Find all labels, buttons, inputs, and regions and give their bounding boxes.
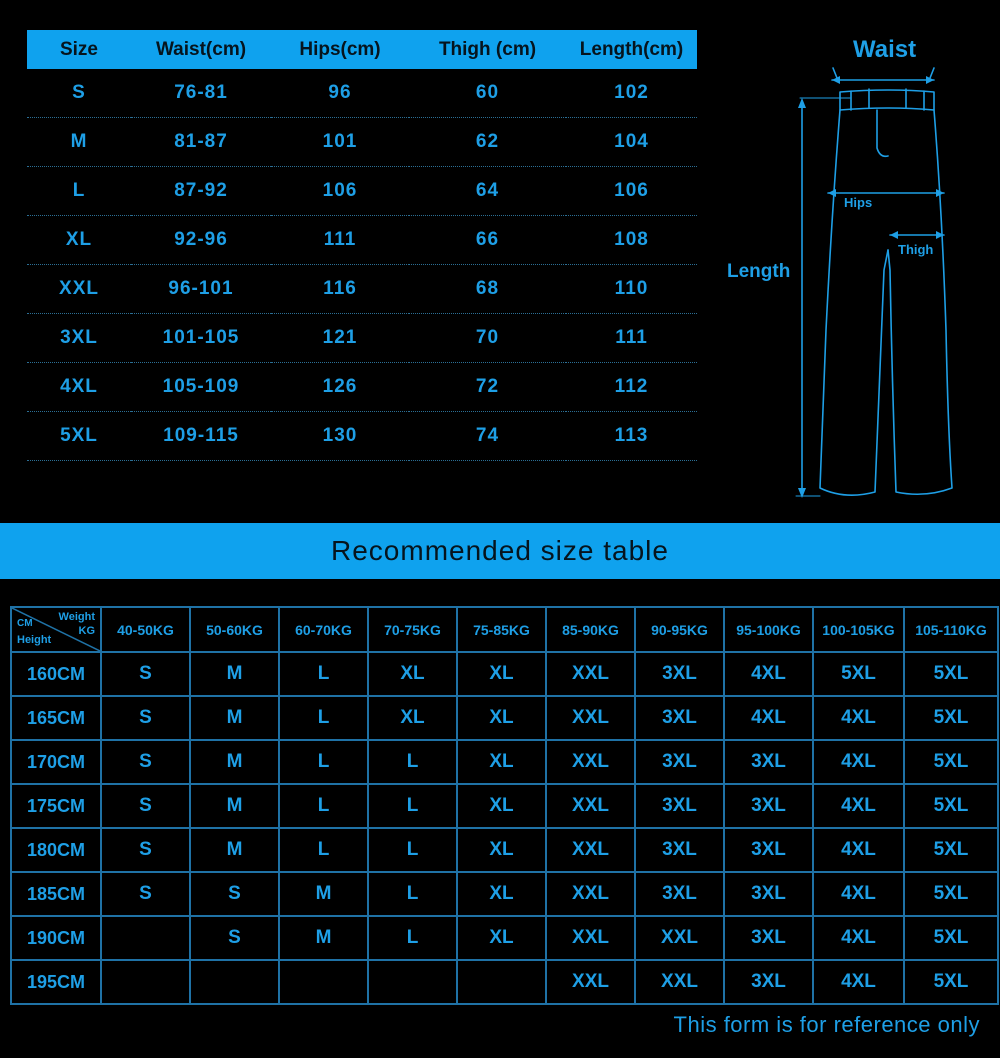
height-label: 195CM <box>11 960 101 1004</box>
recommended-size-table <box>10 606 999 1005</box>
header-size: Size <box>27 30 131 69</box>
size-cell-thigh: 72 <box>409 363 566 412</box>
size-cell-hips: 126 <box>271 363 409 412</box>
recommended-size-cell: XL <box>457 740 546 784</box>
weight-header: 105-110KG <box>904 607 998 652</box>
size-row <box>27 265 697 314</box>
height-label: 160CM <box>11 652 101 696</box>
size-cell-thigh: 60 <box>409 69 566 118</box>
recommended-size-cell: XL <box>368 652 457 696</box>
size-cell-thigh: 62 <box>409 118 566 167</box>
size-cell-hips: 101 <box>271 118 409 167</box>
size-table-header-row <box>27 30 697 69</box>
size-row <box>27 412 697 461</box>
recommended-size-cell: 5XL <box>904 784 998 828</box>
recommended-size-cell: XL <box>457 872 546 916</box>
recommended-size-cell: 5XL <box>813 652 904 696</box>
size-row <box>27 167 697 216</box>
size-row <box>27 314 697 363</box>
height-label: 190CM <box>11 916 101 960</box>
recommended-size-cell: L <box>368 784 457 828</box>
height-label: 170CM <box>11 740 101 784</box>
recommended-size-cell <box>190 960 279 1004</box>
height-label: 175CM <box>11 784 101 828</box>
recommended-size-cell: M <box>190 696 279 740</box>
size-cell-thigh: 64 <box>409 167 566 216</box>
height-row <box>11 696 998 740</box>
recommended-size-cell: 5XL <box>904 916 998 960</box>
size-cell-length: 112 <box>566 363 697 412</box>
recommended-size-cell: L <box>368 740 457 784</box>
height-label: 180CM <box>11 828 101 872</box>
header-hips: Hips(cm) <box>271 30 409 69</box>
hips-label: Hips <box>844 195 873 210</box>
height-row <box>11 960 998 1004</box>
recommended-size-cell: XL <box>457 696 546 740</box>
size-cell-waist: 96-101 <box>131 265 271 314</box>
recommended-size-cell: M <box>190 740 279 784</box>
size-cell-length: 104 <box>566 118 697 167</box>
recommended-size-cell: S <box>101 784 190 828</box>
size-row <box>27 69 697 118</box>
recommended-size-cell: XXL <box>635 960 724 1004</box>
size-cell-size: XL <box>27 216 131 265</box>
size-row <box>27 118 697 167</box>
size-cell-length: 111 <box>566 314 697 363</box>
corner-kg-label: KG <box>78 625 95 637</box>
recommended-header-row <box>11 607 998 652</box>
size-cell-hips: 96 <box>271 69 409 118</box>
recommended-size-cell: M <box>279 872 368 916</box>
header-length: Length(cm) <box>566 30 697 69</box>
recommended-size-cell: S <box>101 828 190 872</box>
recommended-size-cell: 3XL <box>724 740 813 784</box>
recommended-size-cell <box>279 960 368 1004</box>
recommended-size-cell: L <box>368 916 457 960</box>
header-thigh: Thigh (cm) <box>409 30 566 69</box>
recommended-size-cell: XXL <box>635 916 724 960</box>
size-cell-hips: 121 <box>271 314 409 363</box>
weight-header: 85-90KG <box>546 607 635 652</box>
height-row <box>11 652 998 696</box>
size-cell-length: 108 <box>566 216 697 265</box>
recommended-size-cell <box>368 960 457 1004</box>
recommended-size-cell: S <box>101 740 190 784</box>
reference-note: This form is for reference only <box>673 1012 980 1037</box>
size-cell-size: 5XL <box>27 412 131 461</box>
recommended-size-cell: 3XL <box>635 828 724 872</box>
height-row <box>11 784 998 828</box>
recommended-size-cell: XXL <box>546 652 635 696</box>
size-row <box>27 216 697 265</box>
recommended-size-cell: M <box>190 828 279 872</box>
height-label: 165CM <box>11 696 101 740</box>
recommended-size-cell: XXL <box>546 960 635 1004</box>
size-cell-length: 106 <box>566 167 697 216</box>
recommended-size-cell: 3XL <box>724 784 813 828</box>
recommended-size-cell <box>457 960 546 1004</box>
size-cell-waist: 105-109 <box>131 363 271 412</box>
recommended-size-cell: 3XL <box>635 740 724 784</box>
recommended-size-cell: 5XL <box>904 652 998 696</box>
recommended-size-cell: XXL <box>546 784 635 828</box>
recommended-size-cell: M <box>190 784 279 828</box>
waist-label: Waist <box>853 36 917 63</box>
recommended-size-cell: 4XL <box>813 960 904 1004</box>
recommended-size-cell: XXL <box>546 828 635 872</box>
recommended-size-cell: L <box>279 652 368 696</box>
weight-header: 90-95KG <box>635 607 724 652</box>
recommended-size-cell: 4XL <box>724 652 813 696</box>
size-cell-waist: 109-115 <box>131 412 271 461</box>
recommended-size-cell: 5XL <box>904 740 998 784</box>
size-cell-hips: 116 <box>271 265 409 314</box>
size-cell-thigh: 70 <box>409 314 566 363</box>
recommended-size-cell: S <box>101 872 190 916</box>
size-cell-length: 102 <box>566 69 697 118</box>
length-label: Length <box>727 261 791 282</box>
size-cell-hips: 111 <box>271 216 409 265</box>
recommended-size-cell: M <box>279 916 368 960</box>
recommended-size-cell: 4XL <box>813 696 904 740</box>
size-cell-size: M <box>27 118 131 167</box>
recommended-size-cell: S <box>101 652 190 696</box>
recommended-size-cell: XL <box>457 784 546 828</box>
size-cell-waist: 76-81 <box>131 69 271 118</box>
size-cell-size: L <box>27 167 131 216</box>
recommended-size-cell: L <box>279 740 368 784</box>
recommended-size-cell: 5XL <box>904 828 998 872</box>
corner-cell <box>11 607 101 652</box>
recommended-size-cell: XL <box>457 828 546 872</box>
weight-header: 70-75KG <box>368 607 457 652</box>
size-cell-waist: 92-96 <box>131 216 271 265</box>
recommended-size-cell: XXL <box>546 696 635 740</box>
weight-header: 75-85KG <box>457 607 546 652</box>
recommended-size-cell: L <box>279 784 368 828</box>
recommended-size-cell: 3XL <box>635 696 724 740</box>
recommended-size-cell: 4XL <box>724 696 813 740</box>
height-row <box>11 916 998 960</box>
header-waist: Waist(cm) <box>131 30 271 69</box>
pants-diagram <box>720 30 990 510</box>
thigh-label: Thigh <box>898 242 934 257</box>
recommended-size-cell: 5XL <box>904 872 998 916</box>
recommended-size-cell: 4XL <box>813 740 904 784</box>
weight-header: 50-60KG <box>190 607 279 652</box>
size-cell-hips: 106 <box>271 167 409 216</box>
size-cell-size: 4XL <box>27 363 131 412</box>
recommended-size-cell: XL <box>457 652 546 696</box>
banner-title: Recommended size table <box>331 535 669 566</box>
weight-header: 100-105KG <box>813 607 904 652</box>
recommended-size-cell: S <box>190 872 279 916</box>
recommended-size-cell: 4XL <box>813 872 904 916</box>
recommended-size-cell: M <box>190 652 279 696</box>
corner-height-label: Height <box>17 634 52 646</box>
size-cell-waist: 81-87 <box>131 118 271 167</box>
recommended-size-cell: XXL <box>546 740 635 784</box>
size-cell-hips: 130 <box>271 412 409 461</box>
recommended-size-cell: 4XL <box>813 916 904 960</box>
size-cell-length: 110 <box>566 265 697 314</box>
corner-weight-label: Weight <box>58 611 95 623</box>
recommended-size-cell: S <box>101 696 190 740</box>
recommended-size-cell: 5XL <box>904 960 998 1004</box>
size-cell-size: XXL <box>27 265 131 314</box>
recommended-size-cell: 5XL <box>904 696 998 740</box>
size-cell-thigh: 74 <box>409 412 566 461</box>
recommended-size-cell: 3XL <box>635 652 724 696</box>
weight-header: 40-50KG <box>101 607 190 652</box>
recommended-size-cell: S <box>190 916 279 960</box>
weight-header: 95-100KG <box>724 607 813 652</box>
recommended-size-cell: XL <box>368 696 457 740</box>
size-row <box>27 363 697 412</box>
size-cell-length: 113 <box>566 412 697 461</box>
size-table <box>27 30 697 461</box>
corner-cm-label: CM <box>17 618 33 629</box>
recommended-size-cell: 3XL <box>724 916 813 960</box>
recommended-size-cell: 3XL <box>724 872 813 916</box>
height-row <box>11 872 998 916</box>
recommended-size-cell <box>101 960 190 1004</box>
size-cell-thigh: 68 <box>409 265 566 314</box>
recommended-size-cell: 3XL <box>635 784 724 828</box>
recommended-size-cell: L <box>368 828 457 872</box>
recommended-size-cell: 3XL <box>724 960 813 1004</box>
size-cell-waist: 87-92 <box>131 167 271 216</box>
recommended-banner <box>0 523 1000 579</box>
recommended-size-cell: 3XL <box>635 872 724 916</box>
recommended-size-cell: L <box>279 828 368 872</box>
recommended-size-cell: 3XL <box>724 828 813 872</box>
recommended-size-cell: XXL <box>546 916 635 960</box>
recommended-size-cell: L <box>279 696 368 740</box>
weight-header: 60-70KG <box>279 607 368 652</box>
recommended-size-cell: XL <box>457 916 546 960</box>
size-cell-size: 3XL <box>27 314 131 363</box>
height-row <box>11 828 998 872</box>
recommended-size-cell: 4XL <box>813 828 904 872</box>
height-label: 185CM <box>11 872 101 916</box>
recommended-size-cell <box>101 916 190 960</box>
height-row <box>11 740 998 784</box>
recommended-size-cell: XXL <box>546 872 635 916</box>
size-cell-size: S <box>27 69 131 118</box>
recommended-size-cell: 4XL <box>813 784 904 828</box>
recommended-size-cell: L <box>368 872 457 916</box>
size-cell-thigh: 66 <box>409 216 566 265</box>
size-cell-waist: 101-105 <box>131 314 271 363</box>
